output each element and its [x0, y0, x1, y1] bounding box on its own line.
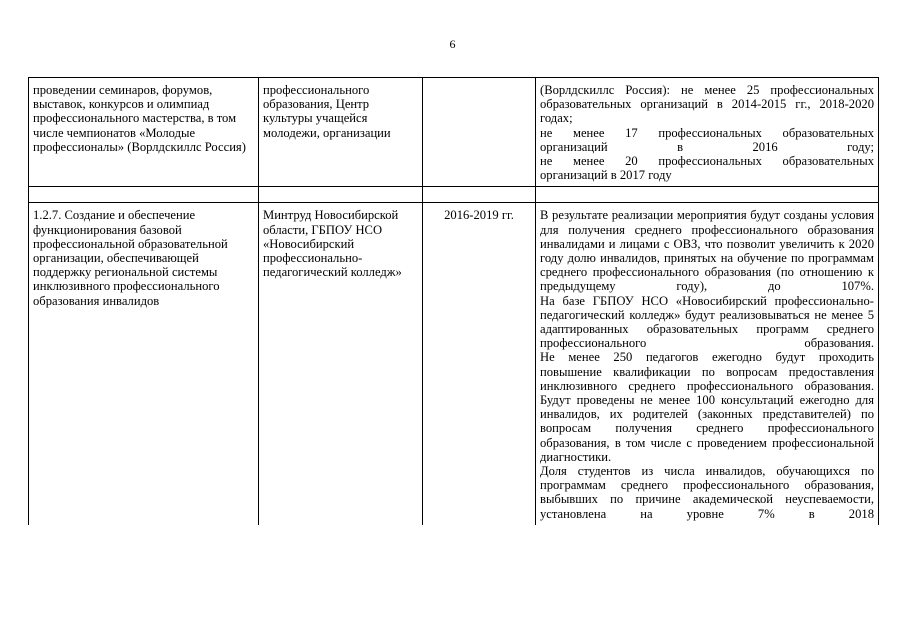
activity-cell: 1.2.7. Создание и обеспечение функционирования базовой профессиональной образовательной организации, обеспечивающей поддержку региональной системы инклюзивного профессионального образования инвалидов — [29, 203, 259, 525]
result-paragraph: (Ворлдскиллс Россия): не менее 25 профессиональных образовательных организаций в 2014-2015 гг., 2018-2020 годах; — [540, 83, 874, 126]
result-cell — [536, 203, 879, 525]
page-number: 6 — [449, 37, 456, 51]
period-cell — [423, 78, 536, 187]
result-paragraph: На базе ГБПОУ НСО «Новосибирский профессионально-педагогический колледж» будут реализовываться не менее 5 адаптированных образовательных программ среднего профессионального образования. — [540, 293, 874, 351]
table-row — [29, 203, 879, 525]
row-gap — [29, 187, 879, 203]
result-paragraph: не менее 17 профессиональных образовательных организаций в 2016 году; — [540, 125, 874, 154]
result-cell — [536, 78, 879, 187]
result-paragraph: Доля студентов из числа инвалидов, обучающихся по программам среднего профессионального образования, выбывших по причине академической неуспеваемости, установлена на уровне 7% в 2018 — [540, 464, 874, 521]
result-paragraph: не менее 20 профессиональных образовательных организаций в 2017 году — [540, 154, 874, 183]
period-cell: 2016-2019 гг. — [423, 203, 536, 525]
program-table — [28, 77, 879, 525]
executor-cell: профессионального образования, Центр культуры учащейся молодежи, организации — [259, 78, 423, 187]
executor-cell: Минтруд Новосибирской области, ГБПОУ НСО «Новосибирский профессионально-педагогический колледж» — [259, 203, 423, 525]
result-paragraph: Не менее 250 педагогов ежегодно будут проходить повышение квалификации по вопросам предоставления инклюзивного среднего профессионального образования. Будут проведены не менее 100 консультаций ежегодно для инвалидов, их родителей (законных представителей) по вопросам получения среднего профессионального образования, в том числе с проведением профессиональной диагностики. — [540, 350, 874, 464]
activity-cell: проведении семинаров, форумов, выставок, конкурсов и олимпиад профессионального мастерства, в том числе чемпионатов «Молодые профессионалы» (Ворлдскиллс Россия) — [29, 78, 259, 187]
result-paragraph: В результате реализации мероприятия будут созданы условия для получения среднего профессионального образования инвалидами и лицами с ОВЗ, что позволит увеличить к 2020 году долю инвалидов, принятых на обучение по программам среднего профессионального образования (по отношению к предыдущему году), до 107%. — [540, 208, 874, 294]
table-row — [29, 78, 879, 187]
